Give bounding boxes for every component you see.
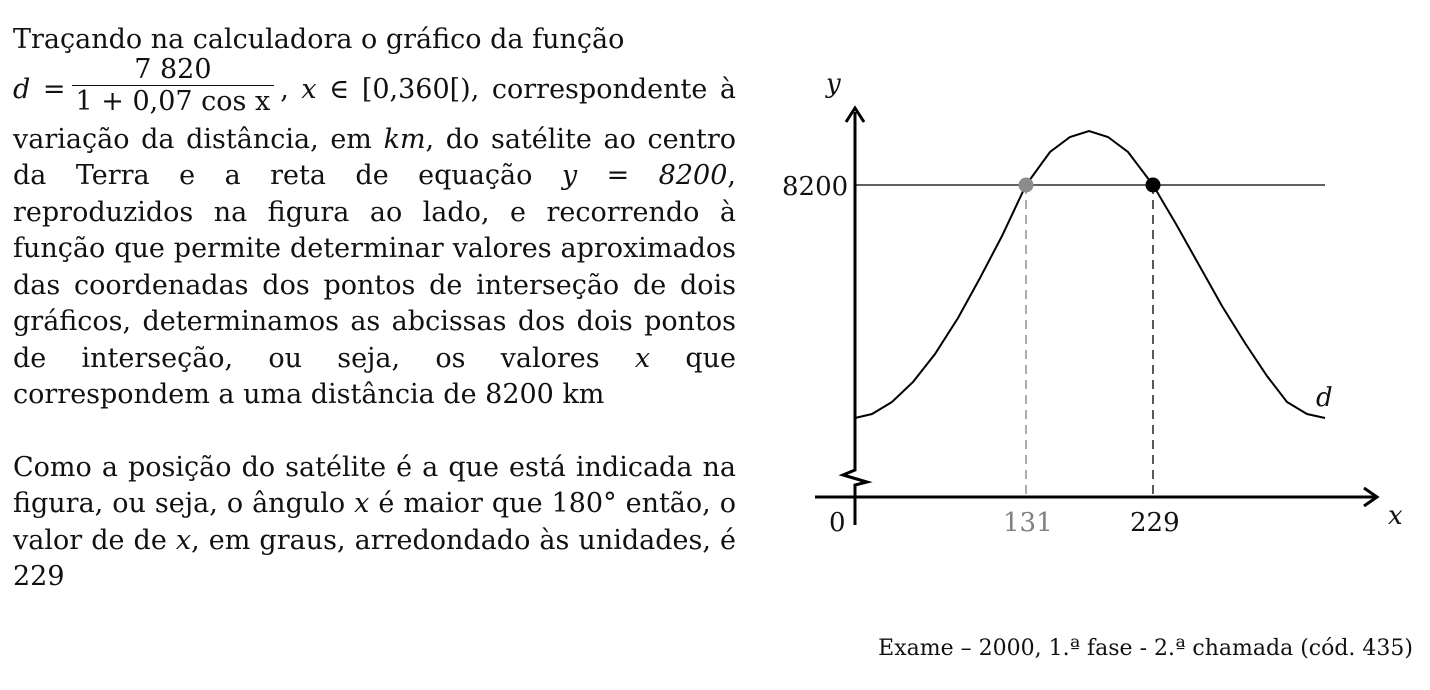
domain-variable: x: [301, 73, 317, 105]
function-lhs: d =: [13, 73, 66, 105]
origin-label: 0: [829, 508, 846, 538]
text-greater: é maior que 180° então, o valor de de: [13, 488, 737, 556]
text-satellite: , do satélite ao centro da Terra e a reta de equação: [13, 123, 736, 191]
domain-interval: [0,360[): [361, 73, 471, 105]
problem-text: [13, 22, 736, 596]
x-axis-label: x: [1388, 501, 1403, 531]
intersection-point-131: [1019, 178, 1034, 193]
curve-label-d: d: [1316, 383, 1333, 413]
text-position: Como a posição do satélite é a que está indicada na figura, ou seja, o ângulo: [13, 451, 736, 519]
intro-text: Traçando na calculadora o gráfico da função: [13, 24, 625, 55]
value-x: x: [175, 524, 192, 556]
paragraph-2: [13, 450, 736, 596]
x-tick-131: 131: [1003, 508, 1053, 538]
paragraph-1: Traçando na calculadora o gráfico da função d = $\frac{7 820}{\text{1 + 0,07 cos x}}$ , x ∈ [0,360[), correspondente à variação da distância, em km, do satélite ao centro da Terra e a reta de equação y = 8200, reproduzidos na figura ao lado, e recorrendo à função que permite determinar valores aproximados das coordenadas dos pontos de interseção de dois gráficos, determinamos as abcissas dos dois pontos de interseção, ou seja, os valores x que correspondem a uma distância de 8200 km: [13, 24, 737, 410]
angle-x: x: [354, 488, 370, 519]
text-distance: que correspondem a uma distância de 8200 km: [13, 342, 737, 410]
text-reproduced: , reproduzidos na figura ao lado, e recorrendo à função que permite determinar valores aproximados das coordenadas dos pontos de interseção de dois gráficos, determinamos as abcissas dos dois pontos de interseção, ou seja, os valores: [13, 160, 736, 374]
element-of-symbol: ∈: [329, 73, 350, 105]
exam-source: Exame – 2000, 1.ª fase - 2.ª chamada (cód. 435): [878, 636, 1413, 661]
function-fraction: [72, 55, 275, 118]
text-variation: variação da distância, em: [13, 123, 372, 155]
unit-km: km: [383, 123, 426, 155]
y-tick-8200: 8200: [782, 172, 849, 202]
variable-x: x: [634, 342, 651, 374]
graph-svg: [770, 60, 1420, 550]
curve-d: [855, 131, 1325, 418]
intersection-point-229: [1146, 178, 1161, 193]
line-equation: y = 8200: [561, 160, 728, 191]
text-answer: , em graus, arredondado às unidades, é 229: [13, 524, 736, 592]
graph-figure: [770, 60, 1420, 550]
y-axis-label: y: [826, 69, 841, 99]
fraction-denominator: 1 + 0,07 cos x: [75, 85, 271, 117]
fraction-numerator: 7 820: [72, 55, 275, 86]
after-formula-text: , correspondente à: [470, 73, 736, 105]
x-tick-229: 229: [1130, 508, 1180, 538]
